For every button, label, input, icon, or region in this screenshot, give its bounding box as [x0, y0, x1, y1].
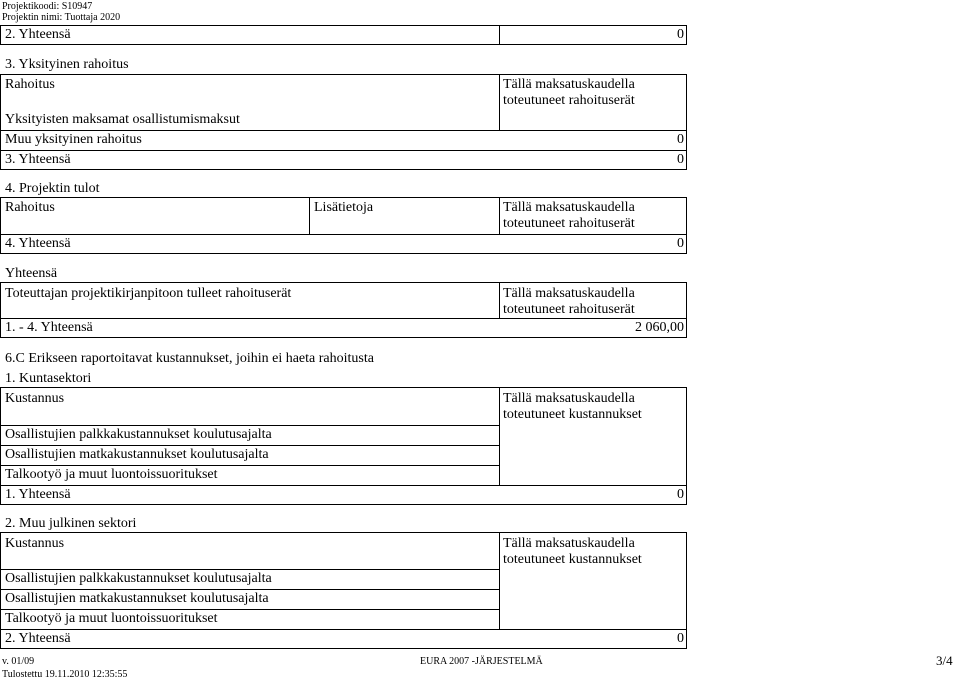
section3-total-value: 0	[677, 152, 684, 167]
section3-total-label: 3. Yhteensä	[5, 152, 71, 167]
section3-col-realized-1: Tällä maksatuskaudella	[503, 77, 635, 92]
section4-col-realized-2: toteutuneet rahoituserät	[503, 216, 635, 231]
section2-total-value: 0	[677, 27, 684, 42]
divider	[0, 465, 499, 466]
summary-subtitle: Toteuttajan projektikirjanpitoon tulleet rahoituserät	[5, 286, 292, 301]
section3-row-label: Muu yksityinen rahoitus	[5, 132, 142, 147]
footer-printed: Tulostettu 19.11.2010 12:35:55	[2, 669, 128, 680]
block1-row: Osallistujien palkkakustannukset koulutusajalta	[5, 427, 272, 442]
block1-title: 1. Kuntasektori	[5, 371, 92, 386]
block2-total-label: 2. Yhteensä	[5, 631, 71, 646]
divider	[499, 197, 500, 234]
divider	[499, 532, 500, 629]
divider	[0, 150, 687, 151]
project-code: Projektikoodi: S10947	[2, 1, 93, 12]
block2-col-realized-1: Tällä maksatuskaudella	[503, 536, 635, 551]
block2-col-realized-2: toteutuneet kustannukset	[503, 552, 642, 567]
divider	[0, 425, 499, 426]
section6-title: 6.C Erikseen raportoitavat kustannukset, joihin ei haeta rahoitusta	[5, 351, 374, 366]
block2-total-value: 0	[677, 631, 684, 646]
block1-total-value: 0	[677, 487, 684, 502]
divider	[499, 74, 500, 130]
divider	[309, 197, 310, 234]
section3-col-rahoitus: Rahoitus	[5, 77, 55, 92]
block1-total-label: 1. Yhteensä	[5, 487, 71, 502]
block2-row: Osallistujien palkkakustannukset koulutusajalta	[5, 571, 272, 586]
project-name: Projektin nimi: Tuottaja 2020	[2, 12, 121, 23]
divider	[0, 234, 687, 235]
section3-row-value: 0	[677, 132, 684, 147]
section3-row-label: Yksityisten maksamat osallistumismaksut	[5, 112, 240, 127]
section4-total-value: 0	[677, 236, 684, 251]
divider	[0, 629, 687, 630]
block1-col-cost: Kustannus	[5, 391, 65, 406]
divider	[499, 25, 500, 45]
block1-col-realized-1: Tällä maksatuskaudella	[503, 391, 635, 406]
summary-col-realized-2: toteutuneet rahoituserät	[503, 302, 635, 317]
section2-total-label: 2. Yhteensä	[5, 27, 71, 42]
block2-title: 2. Muu julkinen sektori	[5, 516, 137, 531]
summary-col-realized-1: Tällä maksatuskaudella	[503, 286, 635, 301]
block2-row: Osallistujien matkakustannukset koulutusajalta	[5, 591, 269, 606]
divider	[499, 387, 500, 485]
section3-col-realized-2: toteutuneet rahoituserät	[503, 93, 635, 108]
divider	[0, 130, 687, 131]
divider	[0, 445, 499, 446]
divider	[0, 609, 499, 610]
section4-total-label: 4. Yhteensä	[5, 236, 71, 251]
section4-col-rahoitus: Rahoitus	[5, 200, 55, 215]
block2-row: Talkootyö ja muut luontoissuoritukset	[5, 611, 218, 626]
divider	[0, 485, 687, 486]
footer-version: v. 01/09	[2, 656, 35, 667]
footer-system: EURA 2007 -JÄRJESTELMÄ	[420, 656, 543, 667]
section4-col-realized-1: Tällä maksatuskaudella	[503, 200, 635, 215]
section4-title: 4. Projektin tulot	[5, 181, 100, 196]
block1-col-realized-2: toteutuneet kustannukset	[503, 407, 642, 422]
block2-col-cost: Kustannus	[5, 536, 65, 551]
section3-title: 3. Yksityinen rahoitus	[5, 57, 129, 72]
block1-row: Talkootyö ja muut luontoissuoritukset	[5, 467, 218, 482]
divider	[0, 318, 687, 319]
block1-row: Osallistujien matkakustannukset koulutusajalta	[5, 447, 269, 462]
divider	[0, 589, 499, 590]
summary-title: Yhteensä	[5, 266, 58, 281]
summary-total-label: 1. - 4. Yhteensä	[5, 320, 93, 335]
section4-col-info: Lisätietoja	[314, 200, 374, 215]
section2-total-row	[0, 25, 687, 45]
divider	[0, 569, 499, 570]
summary-total-value: 2 060,00	[635, 320, 684, 335]
divider	[499, 282, 500, 318]
footer-page: 3/4	[936, 653, 953, 668]
